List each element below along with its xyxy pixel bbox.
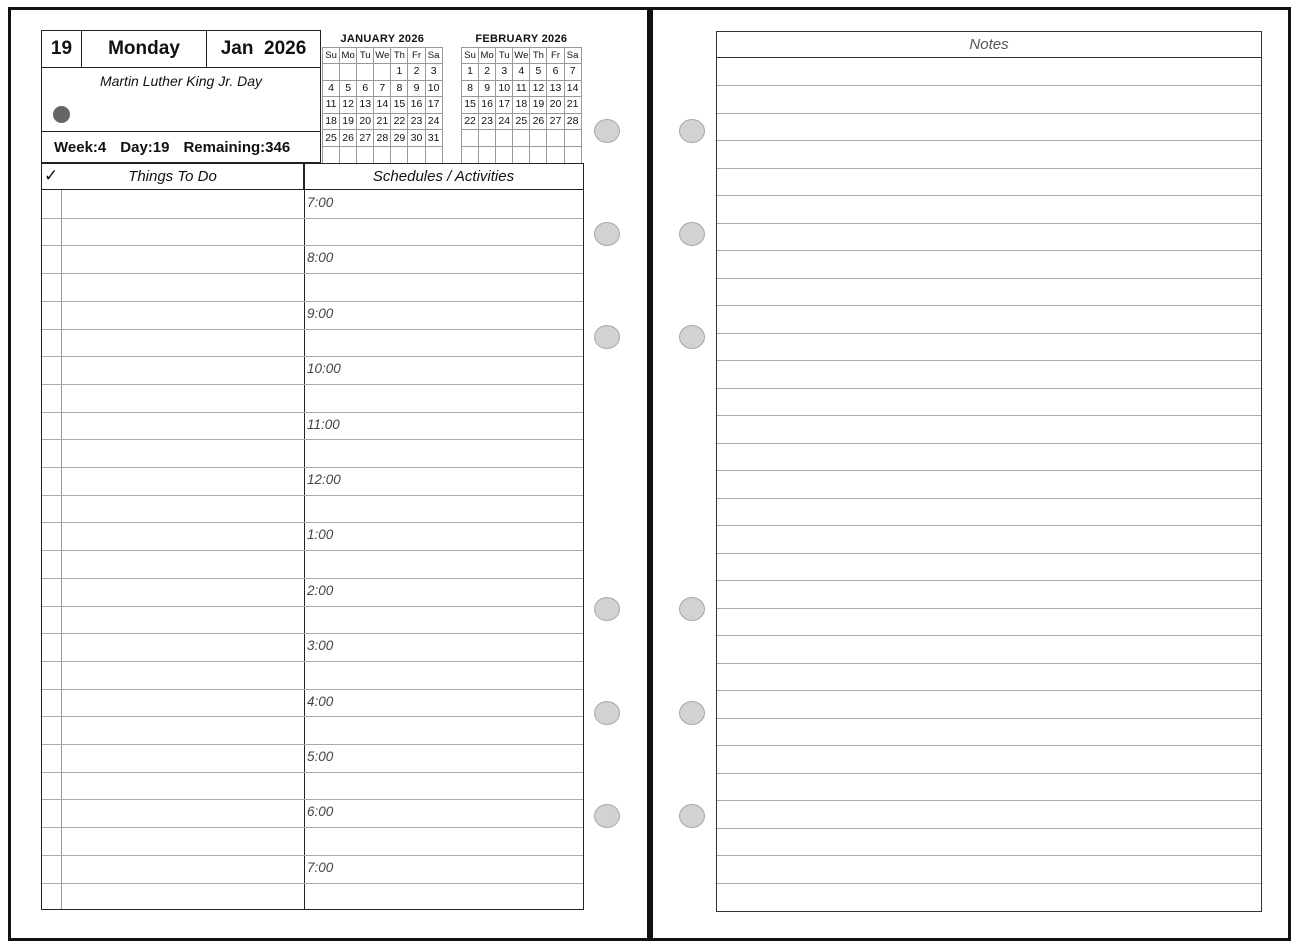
calendar-day-cell: 9 xyxy=(408,80,425,97)
calendar-day-cell: 2 xyxy=(479,64,496,81)
grid-row-line xyxy=(42,412,583,413)
calendar-weekday-label: Tu xyxy=(496,48,513,64)
notes-line xyxy=(717,443,1261,444)
calendar-day-cell: 21 xyxy=(374,113,391,130)
notes-line xyxy=(717,498,1261,499)
checkmark-icon: ✓ xyxy=(44,166,59,185)
notes-line xyxy=(717,828,1261,829)
notes-line xyxy=(717,690,1261,691)
calendar-day-cell: 9 xyxy=(479,80,496,97)
month-year: Jan 2026 xyxy=(220,38,307,59)
calendar-day-cell: 12 xyxy=(530,80,547,97)
calendar-day-cell: 12 xyxy=(340,97,357,114)
grid-row-line xyxy=(42,467,583,468)
binder-hole xyxy=(679,222,705,246)
calendar-weekday-label: Mo xyxy=(479,48,496,64)
notes-line xyxy=(717,223,1261,224)
notes-line xyxy=(717,360,1261,361)
calendar-day-cell: 4 xyxy=(513,64,530,81)
mini-calendar-january xyxy=(322,31,443,164)
todo-header xyxy=(42,164,304,190)
notes-line xyxy=(717,250,1261,251)
grid-row-line xyxy=(42,633,583,634)
calendar-day-cell: 18 xyxy=(513,97,530,114)
grid-row-line xyxy=(42,716,583,717)
calendar-day-cell: 1 xyxy=(462,64,479,81)
calendar-day-cell: 13 xyxy=(547,80,564,97)
date-header xyxy=(41,30,321,163)
notes-lines xyxy=(717,58,1261,911)
calendar-weekday-label: Fr xyxy=(408,48,425,64)
calendar-day-cell: 23 xyxy=(479,113,496,130)
calendar-weekday-label: Th xyxy=(530,48,547,64)
grid-row-line xyxy=(42,855,583,856)
binder-hole xyxy=(594,597,620,621)
calendar-day-cell: 3 xyxy=(425,64,442,81)
notes-line xyxy=(717,525,1261,526)
calendar-day-cell: 27 xyxy=(547,113,564,130)
calendar-day-cell xyxy=(357,64,374,81)
notes-line xyxy=(717,415,1261,416)
calendar-day-cell: 14 xyxy=(374,97,391,114)
notes-line xyxy=(717,113,1261,114)
notes-line xyxy=(717,388,1261,389)
notes-line xyxy=(717,773,1261,774)
calendar-day-cell: 5 xyxy=(530,64,547,81)
calendar-day-cell xyxy=(323,146,340,163)
calendar-day-cell: 11 xyxy=(323,97,340,114)
notes-line xyxy=(717,855,1261,856)
calendar-day-cell: 23 xyxy=(408,113,425,130)
calendar-title: FEBRUARY 2026 xyxy=(475,33,568,45)
binder-hole xyxy=(679,325,705,349)
notes-line xyxy=(717,553,1261,554)
notes-line xyxy=(717,580,1261,581)
todo-heading: Things To Do xyxy=(128,168,217,185)
calendar-day-cell xyxy=(496,130,513,147)
calendar-day-cell xyxy=(564,130,581,147)
calendar-weekday-label: Fr xyxy=(547,48,564,64)
notes-heading: Notes xyxy=(969,36,1009,53)
calendar-day-cell: 28 xyxy=(564,113,581,130)
calendar-day-cell xyxy=(564,146,581,163)
calendar-day-cell xyxy=(530,130,547,147)
notes-line xyxy=(717,195,1261,196)
calendar-day-cell: 6 xyxy=(357,80,374,97)
calendar-day-cell: 5 xyxy=(340,80,357,97)
time-slot-label: 4:00 xyxy=(307,693,334,709)
binder-hole xyxy=(594,325,620,349)
grid-row-line xyxy=(42,218,583,219)
binder-hole xyxy=(679,597,705,621)
days-remaining: Remaining:346 xyxy=(183,138,291,156)
calendar-day-cell: 16 xyxy=(479,97,496,114)
notes-header xyxy=(717,32,1261,58)
notes-line xyxy=(717,883,1261,884)
binder-hole xyxy=(594,804,620,828)
calendar-day-cell: 26 xyxy=(530,113,547,130)
grid-row-line xyxy=(42,301,583,302)
calendar-day-cell: 26 xyxy=(340,130,357,147)
grid-row-line xyxy=(42,661,583,662)
calendar-day-cell: 20 xyxy=(357,113,374,130)
notes-line xyxy=(717,278,1261,279)
calendar-day-cell: 4 xyxy=(323,80,340,97)
calendar-day-cell: 1 xyxy=(391,64,408,81)
calendar-day-cell: 16 xyxy=(408,97,425,114)
grid-row-line xyxy=(42,439,583,440)
calendar-day-cell: 8 xyxy=(391,80,408,97)
notes-line xyxy=(717,800,1261,801)
calendar-day-cell: 30 xyxy=(408,130,425,147)
binder-hole xyxy=(594,222,620,246)
schedule-heading: Schedules / Activities xyxy=(372,168,515,185)
binder-hole xyxy=(679,804,705,828)
calendar-day-cell: 18 xyxy=(323,113,340,130)
grid-row-line xyxy=(42,827,583,828)
grid-row-line xyxy=(42,245,583,246)
grid-row-line xyxy=(42,799,583,800)
holiday-label: Martin Luther King Jr. Day xyxy=(99,73,263,89)
calendar-day-cell xyxy=(496,146,513,163)
calendar-day-cell: 22 xyxy=(462,113,479,130)
grid-row-line xyxy=(42,550,583,551)
notes-line xyxy=(717,663,1261,664)
calendar-day-cell xyxy=(340,64,357,81)
calendar-day-cell: 6 xyxy=(547,64,564,81)
grid-row-line xyxy=(42,273,583,274)
calendar-day-cell: 10 xyxy=(425,80,442,97)
notes-section xyxy=(716,31,1262,912)
grid-row-line xyxy=(42,384,583,385)
calendar-day-cell xyxy=(530,146,547,163)
weekday: Monday xyxy=(82,31,207,67)
day-number: 19 xyxy=(42,31,82,67)
grid-row-line xyxy=(42,883,583,884)
calendar-day-cell xyxy=(391,146,408,163)
calendar-day-cell: 31 xyxy=(425,130,442,147)
notes-line xyxy=(717,635,1261,636)
binder-hole xyxy=(594,119,620,143)
calendar-day-cell: 25 xyxy=(513,113,530,130)
time-slot-label: 10:00 xyxy=(307,361,341,377)
calendar-weekday-label: We xyxy=(374,48,391,64)
grid-row-line xyxy=(42,495,583,496)
notes-line xyxy=(717,168,1261,169)
calendar-day-cell: 17 xyxy=(496,97,513,114)
time-slot-label: 8:00 xyxy=(307,250,334,266)
time-slot-label: 11:00 xyxy=(307,416,340,432)
time-slot-label: 3:00 xyxy=(307,638,334,654)
moon-phase-icon xyxy=(53,106,70,123)
calendar-day-cell xyxy=(323,64,340,81)
calendar-day-cell xyxy=(513,130,530,147)
calendar-weekday-label: Su xyxy=(462,48,479,64)
calendar-day-cell xyxy=(425,146,442,163)
calendar-weekday-label: We xyxy=(513,48,530,64)
time-slot-label: 7:00 xyxy=(307,195,334,210)
grid-row-line xyxy=(42,606,583,607)
grid-rows xyxy=(42,190,583,909)
calendar-day-cell xyxy=(374,146,391,163)
calendar-day-cell: 10 xyxy=(496,80,513,97)
time-slot-label: 12:00 xyxy=(307,472,341,487)
grid-row-line xyxy=(42,772,583,773)
calendar-weekday-label: Sa xyxy=(425,48,442,64)
calendar-day-cell: 7 xyxy=(564,64,581,81)
binder-hole xyxy=(679,701,705,725)
schedule-header xyxy=(304,164,583,190)
calendar-day-cell xyxy=(462,130,479,147)
time-slot-label: 6:00 xyxy=(307,804,334,820)
daily-grid xyxy=(41,163,584,910)
notes-line xyxy=(717,305,1261,306)
day-stats xyxy=(42,131,320,162)
time-slot-label: 2:00 xyxy=(307,582,334,598)
calendar-day-cell xyxy=(462,146,479,163)
day-of-year: Day:19 xyxy=(120,138,170,156)
calendar-day-cell: 15 xyxy=(462,97,479,114)
calendar-day-cell: 19 xyxy=(340,113,357,130)
notes-line xyxy=(717,718,1261,719)
binder-hole xyxy=(594,701,620,725)
calendar-day-cell: 13 xyxy=(357,97,374,114)
calendar-day-cell: 27 xyxy=(357,130,374,147)
calendar-day-cell: 28 xyxy=(374,130,391,147)
calendar-day-cell: 21 xyxy=(564,97,581,114)
notes-line xyxy=(717,470,1261,471)
calendar-day-cell xyxy=(408,146,425,163)
time-slot-label: 7:00 xyxy=(307,859,334,875)
calendar-title: JANUARY 2026 xyxy=(340,33,425,45)
calendar-day-cell: 8 xyxy=(462,80,479,97)
calendar-weekday-label: Tu xyxy=(357,48,374,64)
grid-row-line xyxy=(42,329,583,330)
grid-row-line xyxy=(42,744,583,745)
calendar-day-cell xyxy=(547,130,564,147)
grid-row-line xyxy=(42,356,583,357)
mini-calendar-february xyxy=(461,31,582,164)
notes-line xyxy=(717,85,1261,86)
calendar-day-cell xyxy=(374,64,391,81)
time-slot-label: 9:00 xyxy=(307,305,334,321)
week-number: Week:4 xyxy=(54,138,107,156)
notes-line xyxy=(717,608,1261,609)
time-slot-label: 5:00 xyxy=(307,749,334,764)
calendar-day-cell: 14 xyxy=(564,80,581,97)
calendar-day-cell: 24 xyxy=(425,113,442,130)
calendar-weekday-label: Su xyxy=(323,48,340,64)
calendar-day-cell: 29 xyxy=(391,130,408,147)
calendar-day-cell: 2 xyxy=(408,64,425,81)
calendar-day-cell: 22 xyxy=(391,113,408,130)
calendar-day-cell: 24 xyxy=(496,113,513,130)
calendar-day-cell xyxy=(513,146,530,163)
binder-hole xyxy=(679,119,705,143)
notes-line xyxy=(717,140,1261,141)
grid-row-line xyxy=(42,689,583,690)
notes-line xyxy=(717,745,1261,746)
calendar-day-cell: 19 xyxy=(530,97,547,114)
time-slot-label: 1:00 xyxy=(307,527,334,543)
calendar-day-cell xyxy=(547,146,564,163)
calendar-day-cell: 17 xyxy=(425,97,442,114)
calendar-day-cell xyxy=(357,146,374,163)
calendar-day-cell: 7 xyxy=(374,80,391,97)
calendar-day-cell: 3 xyxy=(496,64,513,81)
calendar-day-cell: 25 xyxy=(323,130,340,147)
calendar-weekday-label: Sa xyxy=(564,48,581,64)
notes-line xyxy=(717,333,1261,334)
calendar-day-cell: 15 xyxy=(391,97,408,114)
grid-row-line xyxy=(42,578,583,579)
calendar-day-cell xyxy=(479,130,496,147)
grid-row-line xyxy=(42,522,583,523)
calendar-day-cell xyxy=(340,146,357,163)
calendar-weekday-label: Th xyxy=(391,48,408,64)
calendar-day-cell: 11 xyxy=(513,80,530,97)
calendar-day-cell xyxy=(479,146,496,163)
calendar-weekday-label: Mo xyxy=(340,48,357,64)
calendar-day-cell: 20 xyxy=(547,97,564,114)
